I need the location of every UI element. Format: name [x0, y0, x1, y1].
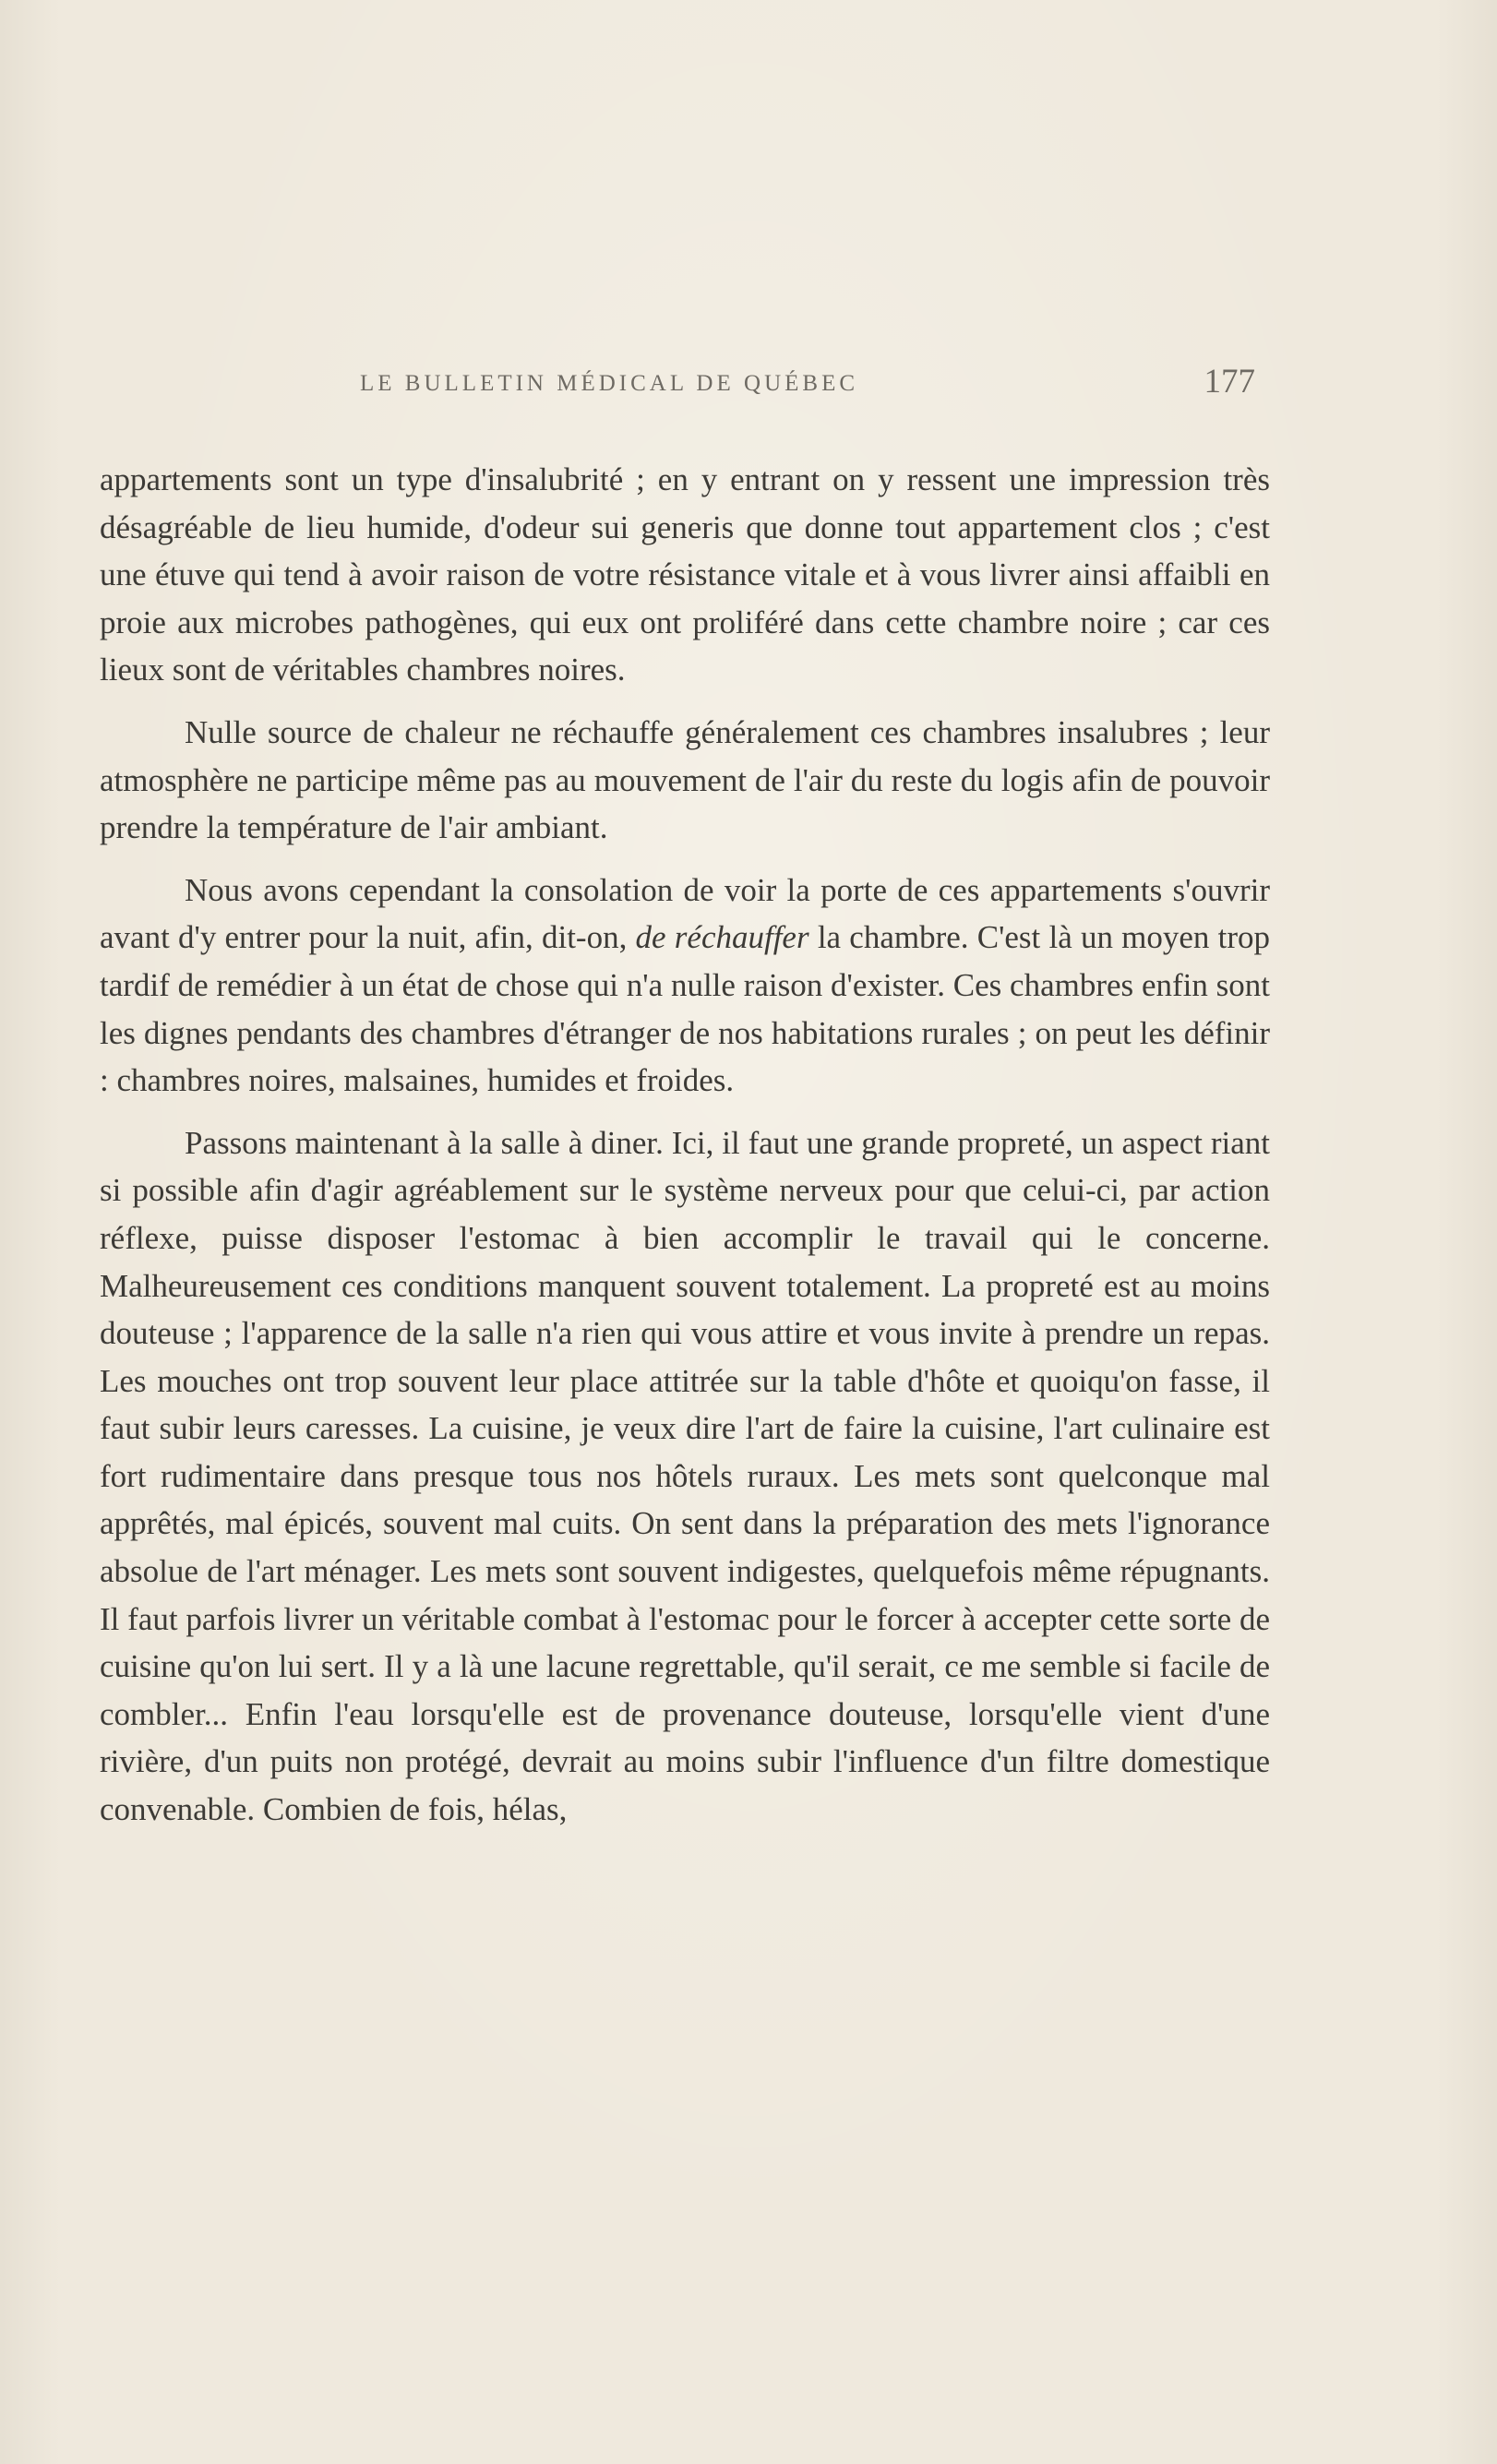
page-number: 177 [1204, 363, 1255, 401]
paragraph-3 [100, 867, 1270, 1105]
paragraph-3-italic-phrase: de réchauffer [635, 919, 809, 956]
paragraph-4: Passons maintenant à la salle à diner. Ici, il faut une grande propreté, un aspect riant si possible afin d'agir agréablement sur le système nerveux pour que celui-ci, par action réflexe, puisse disposer l'estomac à bien accomplir le travail qui le concerne. Malheureusement ces conditions manquent souvent totalement. La propreté est au moins douteuse ; l'apparence de la salle n'a rien qui vous attire et vous invite à prendre un repas. Les mouches ont trop souvent leur place attitrée sur la table d'hôte et quoiqu'on fasse, il faut subir leurs caresses. La cuisine, je veux dire l'art de faire la cuisine, l'art culinaire est fort rudimentaire dans presque tous nos hôtels ruraux. Les mets sont quelconque mal apprêtés, mal épicés, souvent mal cuits. On sent dans la préparation des mets l'ignorance absolue de l'art ménager. Les mets sont souvent indigestes, quelquefois même répugnants. Il faut parfois livrer un véritable combat à l'estomac pour le forcer à accepter cette sorte de cuisine qu'on lui sert. Il y a là une lacune regrettable, qu'il serait, ce me semble si facile de combler... Enfin l'eau lorsqu'elle est de provenance douteuse, lorsqu'elle vient d'une rivière, d'un puits non protégé, devrait au moins subir l'influence d'un filtre domestique convenable. Combien de fois, hélas, [100, 1124, 1270, 1828]
body-text [100, 456, 1270, 1848]
paragraph-1: appartements sont un type d'insalubrité ; en y entrant on y ressent une impression très désagréable de lieu humide, d'odeur sui generis que donne tout appartement clos ; c'est une étuve qui tend à avoir raison de votre résistance vitale et à vous livrer ainsi affaibli en proie aux microbes pathogènes, qui eux ont proliféré dans cette chambre noire ; car ces lieux sont de véritables chambres noires. [100, 461, 1270, 688]
paragraph-3-text-end: la chambre. C'est là un moyen trop tardif de remédier à un état de chose qui n'a nulle raison d'exister. Ces chambres enfin sont les dignes pendants des chambres d'étranger de nos habitations rurales ; on peut les définir : chambres noires, malsaines, humides et froides. [100, 919, 1271, 1099]
running-head: LE BULLETIN MÉDICAL DE QUÉBEC [360, 371, 859, 396]
page-header [360, 362, 1255, 408]
paragraph-2: Nulle source de chaleur ne réchauffe généralement ces chambres insalubres ; leur atmosphère ne participe même pas au mouvement de l'air du reste du logis afin de pouvoir prendre la température de l'air ambiant. [100, 713, 1270, 846]
paragraph-3-text-start: Nous avons cependant la consolation de voir la porte de ces appartements s'ouvrir avant d'y entrer pour la nuit, afin, dit-on, [100, 871, 1270, 956]
